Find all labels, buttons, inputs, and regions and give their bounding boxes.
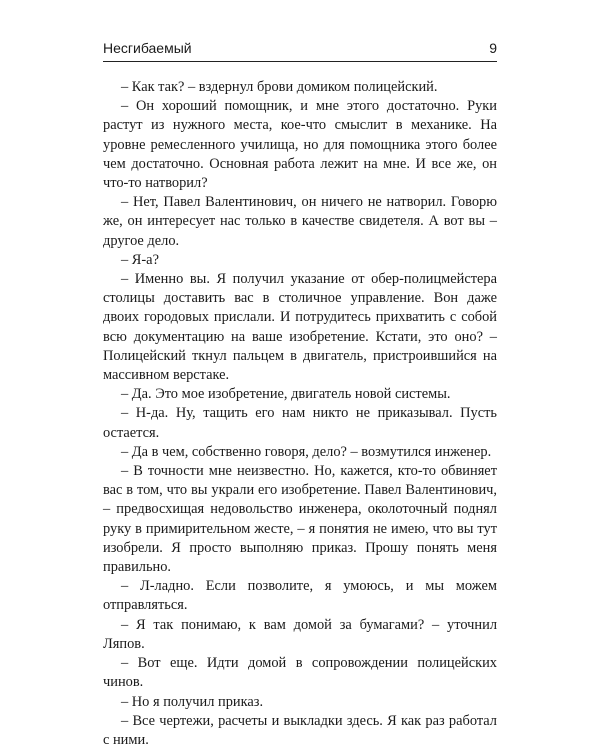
header-rule [103, 61, 497, 62]
paragraph: – Да в чем, собственно говоря, дело? – возмутился инженер. [121, 443, 492, 460]
body-text [103, 78, 497, 750]
paragraph: – Вот еще. Идти домой в сопровождении полицейских чинов. [103, 655, 497, 691]
paragraph: – Он хороший помощник, и мне этого достаточно. Руки растут из нужного места, кое-что смыслит в механике. На уровне ремесленного училища, но для помощника этого более чем достаточно. Основная работа лежит на мне. И все же, он что-то натворил? [103, 98, 497, 192]
paragraph: – Именно вы. Я получил указание от обер-полицмейстера столицы доставить вас в столичное управление. Вон даже двоих городовых прислали. И потрудитесь прихватить с собой всю документацию на ваше изобретение. Кстати, это оно? – Полицейский ткнул пальцем в двигатель, пристроившийся на массивном верстаке. [103, 271, 497, 384]
paragraph: – Нет, Павел Валентинович, он ничего не натворил. Говорю же, он интересует нас только в качестве свидетеля. А вот вы – другое дело. [103, 194, 497, 249]
paragraph: – Н-да. Ну, тащить его нам никто не приказывал. Пусть остается. [103, 405, 497, 441]
paragraph: – Л-ладно. Если позволите, я умоюсь, и мы можем отправляться. [103, 578, 497, 614]
running-header [103, 40, 497, 56]
paragraph: – Но я получил приказ. [121, 693, 264, 710]
paragraph: – Все чертежи, расчеты и выкладки здесь. Я как раз работал с ними. [103, 712, 497, 748]
paragraph: – Как так? – вздернул брови домиком полицейский. [121, 79, 438, 95]
paragraph: – В точности мне неизвестно. Но, кажется, кто-то обвиняет вас в том, что вы украли его изобретение. Павел Валентинович, – предвосхищая недовольство инженера, околоточный поднял руку в примирительном жесте, – я понятия не имею, что вы тут изобрели. Я просто выполняю приказ. Прошу понять меня правильно. [103, 463, 497, 576]
running-title: Несгибаемый [103, 40, 192, 56]
paragraph: – Да. Это мое изобретение, двигатель новой системы. [121, 386, 451, 403]
paragraph: – Я-а? [121, 251, 159, 268]
paragraph: – Я так понимаю, к вам домой за бумагами? – уточнил Ляпов. [103, 616, 497, 652]
page-number: 9 [489, 40, 497, 56]
